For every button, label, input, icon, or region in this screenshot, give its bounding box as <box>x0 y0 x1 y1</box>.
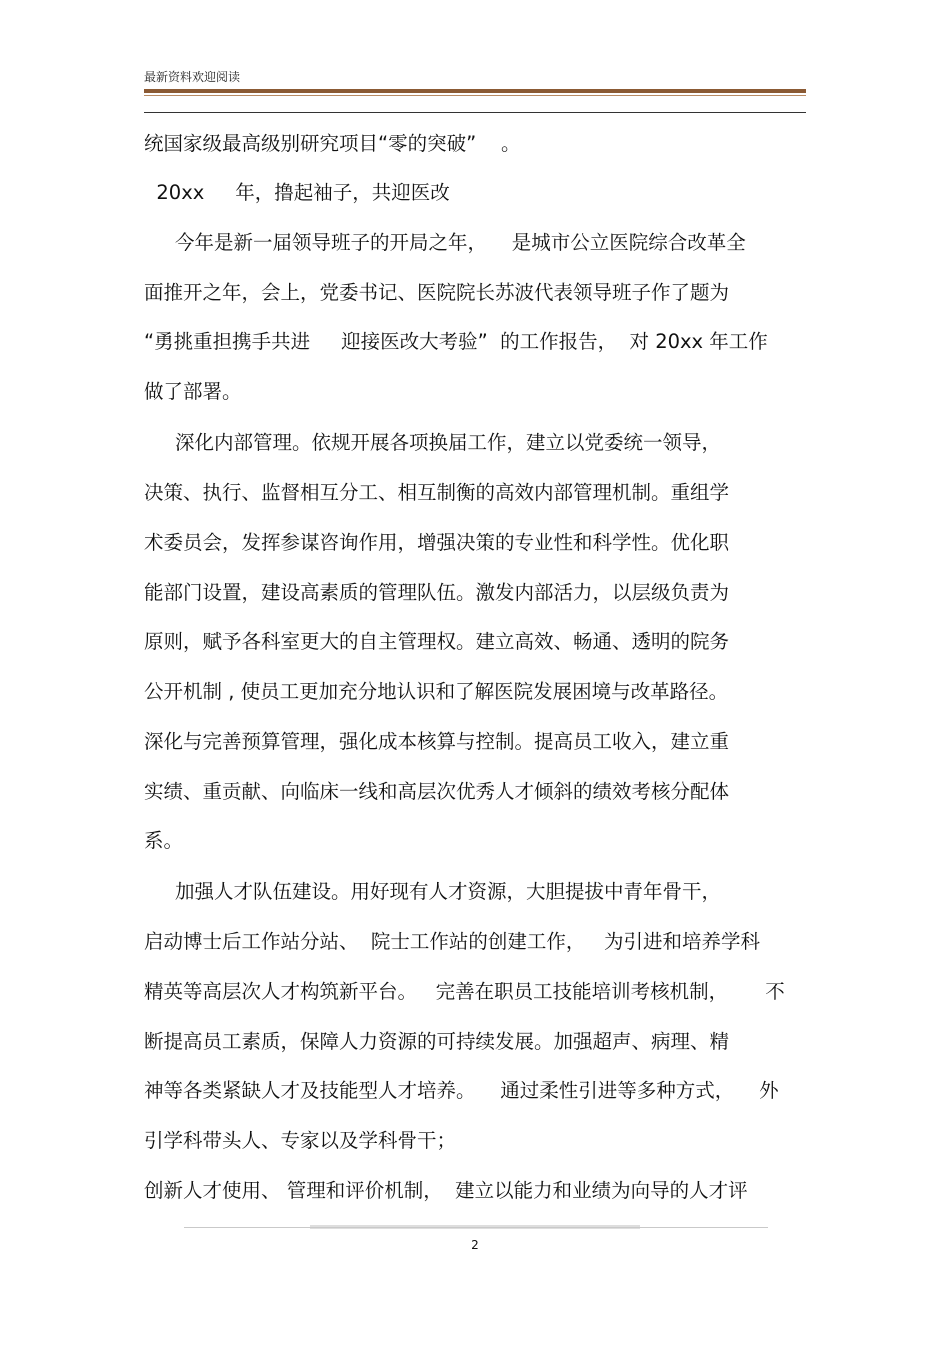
text-line: 面推开之年，会上，党委书记、医院院长苏波代表领导班子作了题为 <box>144 281 730 304</box>
page-header-text: 最新资料欢迎阅读 <box>144 70 241 84</box>
text-line: 做了部署。 <box>144 380 242 403</box>
text-line: 神等各类紧缺人才及技能型人才培养。 通过柔性引进等多种方式， 外 <box>144 1079 779 1102</box>
text-line: 术委员会，发挥参谋咨询作用，增强决策的专业性和科学性。优化职 <box>144 531 730 554</box>
text-line: 实绩、重贡献、向临床一线和高层次优秀人才倾斜的绩效考核分配体 <box>144 780 730 803</box>
text-line: 决策、执行、监督相互分工、相互制衡的高效内部管理机制。重组学 <box>144 481 730 504</box>
header-rule-thick <box>144 89 806 93</box>
text-line: 引学科带头人、专家以及学科骨干； <box>144 1129 457 1152</box>
text-line: 精英等高层次人才构筑新平台。 完善在职员工技能培训考核机制， 不 <box>144 980 785 1003</box>
text-line: 断提高员工素质，保障人力资源的可持续发展。加强超声、病理、精 <box>144 1030 730 1053</box>
text-line: “勇挑重担携手共进 迎接医改大考验” 的工作报告， 对 20xx 年工作 <box>144 330 768 353</box>
text-line: 启动博士后工作站分站、 院士工作站的创建工作， 为引进和培养学科 <box>144 930 760 953</box>
text-line: 能部门设置，建设高素质的管理队伍。激发内部活力，以层级负责为 <box>144 581 730 604</box>
text-line: 系。 <box>144 829 184 852</box>
text-line: 统国家级最高级别研究项目“零的突破” 。 <box>144 132 521 155</box>
text-line: 加强人才队伍建设。用好现有人才资源，大胆提拔中青年骨干， <box>144 880 721 903</box>
page-number: 2 <box>471 1238 479 1252</box>
header-rule-thin <box>144 95 806 96</box>
text-line: 原则，赋予各科室更大的自主管理权。建立高效、畅通、透明的院务 <box>144 630 730 653</box>
text-line: 20xx 年，撸起袖子，共迎医改 <box>144 181 450 204</box>
text-line: 公开机制 , 使员工更加充分地认识和了解医院发展困境与改革路径。 <box>144 680 729 703</box>
header-rule-dark <box>144 112 806 113</box>
text-line: 创新人才使用、 管理和评价机制， 建立以能力和业绩为向导的人才评 <box>144 1179 748 1202</box>
text-line: 深化内部管理。依规开展各项换届工作，建立以党委统一领导， <box>144 431 721 454</box>
text-line: 深化与完善预算管理，强化成本核算与控制。提高员工收入，建立重 <box>144 730 730 753</box>
text-line: 今年是新一届领导班子的开局之年， 是城市公立医院综合改革全 <box>144 231 746 254</box>
footer-rule <box>184 1227 768 1228</box>
